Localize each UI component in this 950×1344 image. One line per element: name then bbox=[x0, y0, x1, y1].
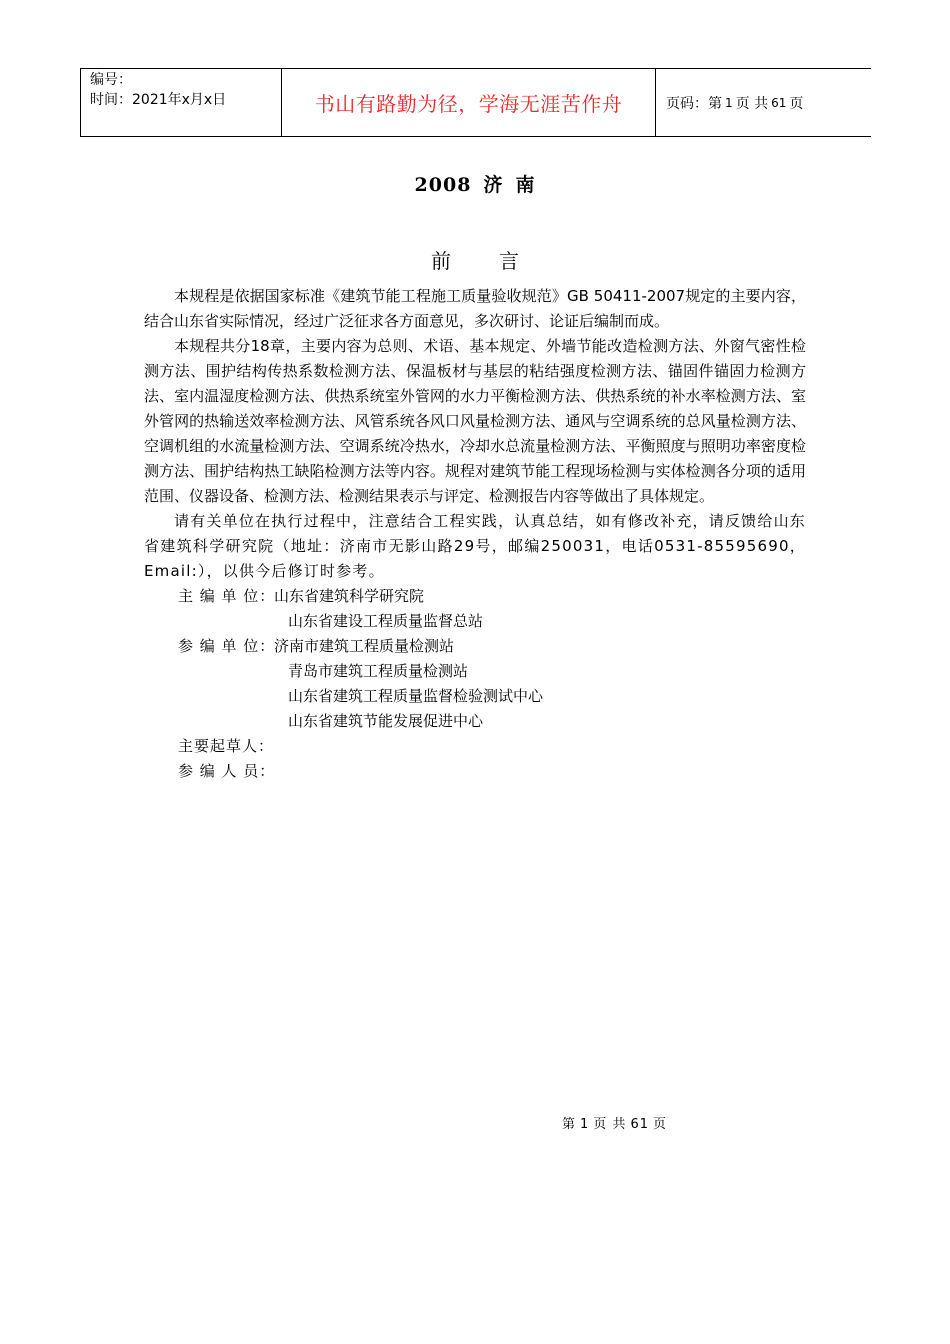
paragraph-basis: 本规程是依据国家标准《建筑节能工程施工质量验收规范》GB 50411-2007规定的主要内容，结合山东省实际情况，经过广泛征求各方面意见，多次研讨、论证后编制而成。 bbox=[144, 287, 806, 330]
page-total: 61 bbox=[771, 95, 787, 110]
chief-unit-2: 山东省建设工程质量监督总站 bbox=[288, 612, 484, 630]
chief-unit-1: 山东省建筑科学研究院 bbox=[274, 587, 425, 605]
participating-unit-3: 山东省建筑工程质量监督检验测试中心 bbox=[288, 687, 544, 705]
participating-unit-2: 青岛市建筑工程质量检测站 bbox=[288, 662, 469, 680]
document-body bbox=[144, 284, 806, 784]
page-prefix: 页码：第 bbox=[666, 95, 722, 112]
participating-unit-row-4 bbox=[144, 709, 806, 734]
footer-prefix: 第 bbox=[562, 1117, 577, 1132]
serial-number-label: 编号： bbox=[90, 72, 132, 88]
paragraph-feedback: 请有关单位在执行过程中，注意结合工程实践，认真总结，如有修改补充，请反馈给山东省建筑科学研究院（地址：济南市无影山路29号，邮编250031，电话0531-85595690，Email:），以供今后修订时参考。 bbox=[144, 512, 806, 580]
chief-unit-row-2 bbox=[144, 609, 806, 634]
city-name-2: 南 bbox=[515, 174, 536, 196]
main-drafters-row bbox=[144, 734, 806, 759]
city-year-title bbox=[0, 170, 950, 197]
footer-suffix: 页 bbox=[652, 1117, 667, 1132]
participating-unit-label: 参 编 单 位： bbox=[178, 637, 276, 655]
participating-unit-row bbox=[144, 634, 806, 659]
participants-label: 参 编 人 员： bbox=[178, 762, 276, 780]
page-middle: 页 共 bbox=[735, 95, 769, 112]
motto-text: 书山有路勤为径，学海无涯苦作舟 bbox=[314, 92, 623, 116]
participating-unit-1: 济南市建筑工程质量检测站 bbox=[274, 637, 455, 655]
paragraph-scope: 本规程共分18章，主要内容为总则、术语、基本规定、外墙节能改造检测方法、外窗气密性检测方法、围护结构传热系数检测方法、保温板材与基层的粘结强度检测方法、锚固件锚固力检测方法、室内温湿度检测方法、供热系统室外管网的水力平衡检测方法、供热系统的补水率检测方法、室外管网的热输送效率检测方法、风管系统各风口风量检测方法、通风与空调系统的总风量检测方法、空调机组的水流量检测方法、空调系统冷热水，冷却水总流量检测方法、平衡照度与照明功率密度检测方法、围护结构热工缺陷检测方法等内容。规程对建筑节能工程现场检测与实体检测各分项的适用范围、仪器设备、检测方法、检测结果表示与评定、检测报告内容等做出了具体规定。 bbox=[144, 337, 806, 505]
year-text: 2008 bbox=[414, 174, 472, 196]
page-current: 1 bbox=[725, 95, 733, 110]
header-motto-cell bbox=[282, 69, 656, 136]
chief-unit-label: 主 编 单 位： bbox=[178, 587, 276, 605]
header-meta-cell bbox=[81, 69, 282, 136]
date-label: 时间：2021年x月x日 bbox=[90, 92, 227, 108]
participating-unit-row-3 bbox=[144, 684, 806, 709]
footer-middle: 页 共 bbox=[593, 1117, 627, 1132]
city-name-1: 济 bbox=[483, 174, 504, 196]
participating-unit-row-2 bbox=[144, 659, 806, 684]
chief-unit-row bbox=[144, 584, 806, 609]
page-suffix: 页 bbox=[789, 95, 804, 112]
participants-row bbox=[144, 759, 806, 784]
document-header-table bbox=[80, 68, 871, 137]
preface-heading: 前言 bbox=[431, 249, 567, 273]
main-drafters-label: 主要起草人： bbox=[178, 737, 275, 755]
page-footer bbox=[562, 1113, 667, 1132]
footer-total: 61 bbox=[630, 1117, 649, 1132]
header-page-cell bbox=[656, 69, 871, 136]
footer-current: 1 bbox=[580, 1117, 590, 1132]
participating-unit-4: 山东省建筑节能发展促进中心 bbox=[288, 712, 484, 730]
